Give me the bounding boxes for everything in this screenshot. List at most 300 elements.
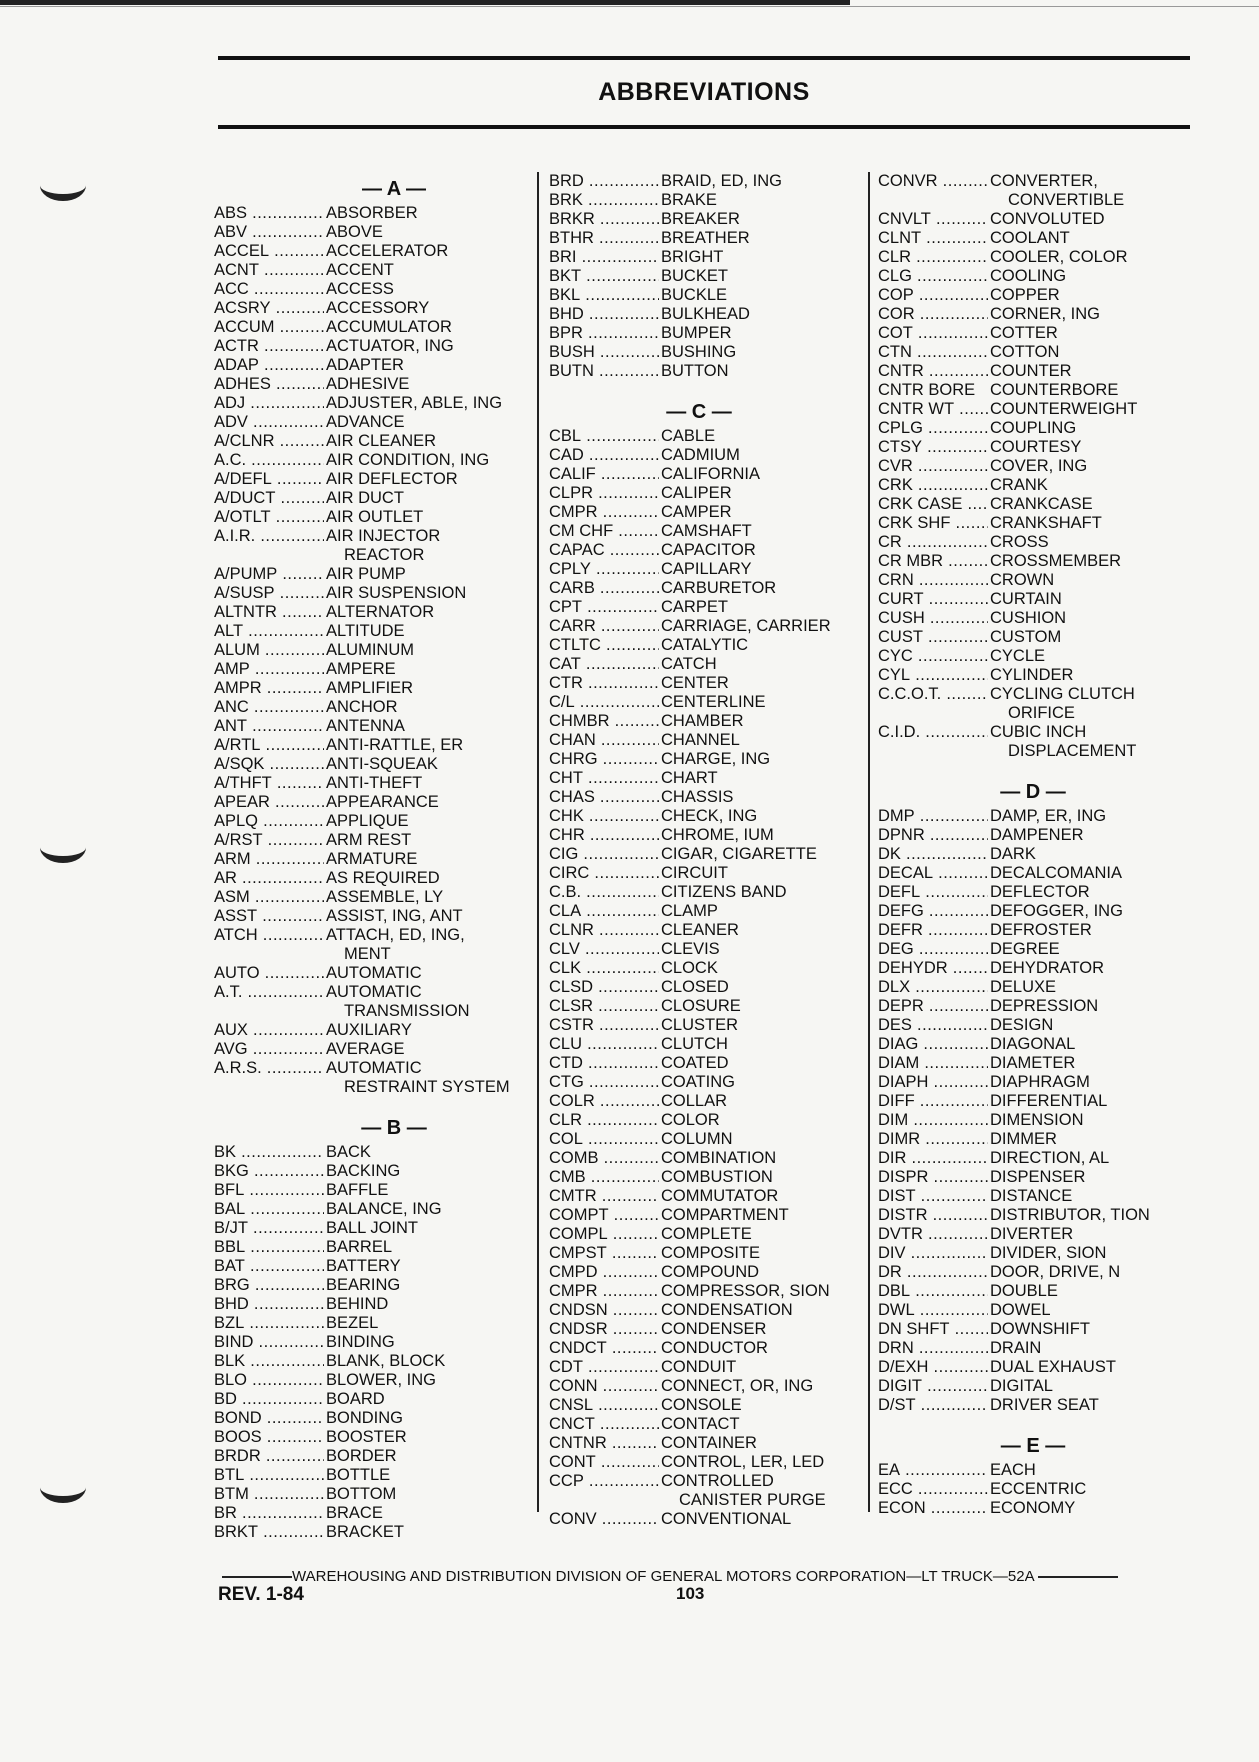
definition: ALUMINUM [326,641,415,659]
abbreviation-entry [878,172,1188,210]
abbreviation-entry [549,248,849,267]
abbreviation-entry [549,788,849,807]
abbreviation-entry [214,774,524,793]
abbreviation-entry [549,560,849,579]
abbreviation: CNCT ..... [549,1415,659,1434]
definition: BEHIND [326,1295,389,1313]
abbreviation-entry [549,978,849,997]
abbreviation-entry [214,1238,524,1257]
definition: CONTROL, LER, LED [661,1453,825,1471]
abbreviation: A.T. ..... [214,983,324,1002]
abbreviation-column-3 [878,172,1188,1518]
abbreviation: AUTO ..... [214,964,324,983]
abbreviation-entry [549,286,849,305]
definition: CYLINDER [990,666,1074,684]
definition: CONDENSER [661,1320,767,1338]
abbreviation-entry [549,541,849,560]
abbreviation-entry [214,1219,524,1238]
abbreviation-entry [549,1434,849,1453]
abbreviation: A.R.S. ..... [214,1059,324,1078]
definition: AUTOMATIC [326,983,422,1001]
abbreviation: A/RTL ..... [214,736,324,755]
abbreviation: DIMR ..... [878,1130,988,1149]
abbreviation: CBL ..... [549,427,659,446]
definition: DIMMER [990,1130,1057,1148]
abbreviation-entry [549,465,849,484]
definition: COMPRESSOR, SION [661,1282,830,1300]
definition: BLOWER, ING [326,1371,437,1389]
abbreviation: COLR ..... [549,1092,659,1111]
abbreviation: CYC ..... [878,647,988,666]
abbreviation: CURT ..... [878,590,988,609]
abbreviation: A.I.R. ..... [214,527,324,546]
definition: DISTRIBUTOR, TION [990,1206,1150,1224]
definition-continuation: MENT [344,945,391,963]
definition: BALL JOINT [326,1219,418,1237]
definition: BEZEL [326,1314,379,1332]
abbreviation-entry [549,427,849,446]
abbreviation-entry [878,609,1188,628]
definition: DUAL EXHAUST [990,1358,1116,1376]
abbreviation-entry [214,1021,524,1040]
definition: CONDUIT [661,1358,737,1376]
abbreviation: CVR ..... [878,457,988,476]
definition: DOOR, DRIVE, N [990,1263,1121,1281]
abbreviation-entry [549,845,849,864]
abbreviation-entry [549,1472,849,1510]
abbreviation: CHK ..... [549,807,659,826]
abbreviation-entry [878,1263,1188,1282]
definition: CHASSIS [661,788,734,806]
abbreviation-entry [214,1314,524,1333]
abbreviation: ALTNTR ..... [214,603,324,622]
abbreviation: APEAR ..... [214,793,324,812]
definition: CRANKCASE [990,495,1093,513]
definition: COTTON [990,343,1060,361]
abbreviation-entry [214,318,524,337]
abbreviation: CHRG ..... [549,750,659,769]
section-heading: — C — [666,401,732,423]
abbreviation: CMPR ..... [549,1282,659,1301]
abbreviation: ANC ..... [214,698,324,717]
abbreviation: BHD ..... [549,305,659,324]
definition: AVERAGE [326,1040,405,1058]
abbreviation: DIR ..... [878,1149,988,1168]
definition: CENTER [661,674,729,692]
abbreviation: DMP ..... [878,807,988,826]
abbreviation: CR ..... [878,533,988,552]
definition: ABSORBER [326,204,418,222]
abbreviation-entry [214,584,524,603]
abbreviation: BPR ..... [549,324,659,343]
definition: ACCELERATOR [326,242,449,260]
definition: CHANNEL [661,731,740,749]
abbreviation: AMP ..... [214,660,324,679]
abbreviation: A/PUMP ..... [214,565,324,584]
footer-division-line [222,1568,1188,1585]
abbreviation-entry [214,1059,524,1097]
abbreviation-entry [878,457,1188,476]
abbreviation: DES ..... [878,1016,988,1035]
abbreviation-entry [878,723,1188,761]
definition-continuation: ORIFICE [1008,704,1075,722]
abbreviation-entry [214,1040,524,1059]
abbreviation-entry [878,514,1188,533]
abbreviation: CARR ..... [549,617,659,636]
abbreviation: DIAG ..... [878,1035,988,1054]
abbreviation-entry [214,850,524,869]
abbreviation-entry [214,242,524,261]
abbreviation: CDT ..... [549,1358,659,1377]
abbreviation-entry [214,508,524,527]
abbreviation: DVTR ..... [878,1225,988,1244]
abbreviation: BRI ..... [549,248,659,267]
definition: CORNER, ING [990,305,1101,323]
abbreviation: ATCH ..... [214,926,324,945]
definition: COOLER, COLOR [990,248,1128,266]
abbreviation: BZL ..... [214,1314,324,1333]
abbreviation: CSTR ..... [549,1016,659,1035]
abbreviation: A/DEFL ..... [214,470,324,489]
definition: CABLE [661,427,716,445]
abbreviation: CMPR ..... [549,503,659,522]
abbreviation-entry [878,400,1188,419]
abbreviation: CONVR ..... [878,172,988,191]
abbreviation: CLR ..... [878,248,988,267]
abbreviation-entry [214,983,524,1021]
abbreviation: COP ..... [878,286,988,305]
abbreviation: BKL ..... [549,286,659,305]
abbreviation: ECC ..... [878,1480,988,1499]
abbreviation: DISPR ..... [878,1168,988,1187]
definition: AIR SUSPENSION [326,584,467,602]
definition: AIR DUCT [326,489,404,507]
abbreviation: BRG ..... [214,1276,324,1295]
abbreviation-entry [549,1054,849,1073]
abbreviation-entry [878,590,1188,609]
definition: COPPER [990,286,1060,304]
definition: AS REQUIRED [326,869,440,887]
abbreviation-entry [549,343,849,362]
definition: ADHESIVE [326,375,410,393]
abbreviation: DEFL ..... [878,883,988,902]
abbreviation: DIFF ..... [878,1092,988,1111]
abbreviation-entry [214,204,524,223]
abbreviation-entry [549,1016,849,1035]
abbreviation-entry [878,807,1188,826]
abbreviation-entry [214,280,524,299]
definition: COUNTERWEIGHT [990,400,1138,418]
abbreviation-entry [214,565,524,584]
abbreviation: CTLTC ..... [549,636,659,655]
definition: ATTACH, ED, ING, [326,926,465,944]
abbreviation-entry [549,1111,849,1130]
abbreviation-entry [878,902,1188,921]
abbreviation-entry [878,883,1188,902]
definition: ARMATURE [326,850,418,868]
abbreviation-entry [549,1377,849,1396]
definition: DISPENSER [990,1168,1086,1186]
abbreviation: BTL ..... [214,1466,324,1485]
abbreviation: BUSH ..... [549,343,659,362]
abbreviation: D/ST ..... [878,1396,988,1415]
abbreviation-entry [878,1016,1188,1035]
definition: CYCLING CLUTCH [990,685,1135,703]
abbreviation: DEFG ..... [878,902,988,921]
abbreviation: BBL ..... [214,1238,324,1257]
definition: COUPLING [990,419,1077,437]
abbreviation-entry [878,647,1188,666]
abbreviation-entry [878,1480,1188,1499]
abbreviation: CLA ..... [549,902,659,921]
abbreviation-entry [878,959,1188,978]
abbreviation-entry [214,356,524,375]
definition: COOLING [990,267,1067,285]
definition: BUCKET [661,267,728,285]
definition: CIRCUIT [661,864,728,882]
definition-continuation: CONVERTIBLE [1008,191,1125,209]
definition: ACTUATOR, ING [326,337,454,355]
definition: AUXILIARY [326,1021,412,1039]
abbreviation: DIAM ..... [878,1054,988,1073]
abbreviation: CRK CASE ..... [878,495,988,514]
definition: DIMENSION [990,1111,1084,1129]
footer-dash-left [222,1576,292,1578]
abbreviation: CRK SHF ..... [878,514,988,533]
abbreviation-entry [214,337,524,356]
definition: BAFFLE [326,1181,389,1199]
abbreviation-entry [214,470,524,489]
revision-label: REV. 1-84 [218,1584,304,1605]
abbreviation: DRN ..... [878,1339,988,1358]
abbreviation: CIG ..... [549,845,659,864]
abbreviation-entry [549,191,849,210]
abbreviation-entry [549,1149,849,1168]
abbreviation: AMPR ..... [214,679,324,698]
abbreviation-entry [878,1499,1188,1518]
abbreviation-entry [878,978,1188,997]
definition: DEPRESSION [990,997,1099,1015]
abbreviation-entry [549,1225,849,1244]
definition: CONTAINER [661,1434,757,1452]
abbreviation: DECAL ..... [878,864,988,883]
abbreviation: A/DUCT ..... [214,489,324,508]
abbreviation-entry [549,267,849,286]
abbreviation-entry [878,1339,1188,1358]
abbreviation: AUX ..... [214,1021,324,1040]
abbreviation: CNDCT ..... [549,1339,659,1358]
abbreviation-entry [878,1301,1188,1320]
definition: DOUBLE [990,1282,1058,1300]
abbreviation-entry [549,172,849,191]
abbreviation: COT ..... [878,324,988,343]
abbreviation: BRDR ..... [214,1447,324,1466]
definition: ASSEMBLE, LY [326,888,444,906]
abbreviation-entry [549,1339,849,1358]
definition: CONDENSATION [661,1301,793,1319]
definition: CAMPER [661,503,732,521]
abbreviation: A/SUSP ..... [214,584,324,603]
definition: BOTTOM [326,1485,397,1503]
abbreviation-entry [549,769,849,788]
definition: BOOSTER [326,1428,407,1446]
definition: DAMP, ER, ING [990,807,1107,825]
definition-continuation: RESTRAINT SYSTEM [344,1078,510,1096]
abbreviation: ARM ..... [214,850,324,869]
abbreviation: COMPL ..... [549,1225,659,1244]
definition: DESIGN [990,1016,1054,1034]
definition: COUNTERBORE [990,381,1119,399]
header-rule-top [218,56,1190,60]
abbreviation-entry [549,1358,849,1377]
definition: ANCHOR [326,698,398,716]
definition: CUSHION [990,609,1067,627]
definition: DRAIN [990,1339,1042,1357]
abbreviation: CCP ..... [549,1472,659,1491]
definition: CLAMP [661,902,718,920]
abbreviation: CUSH ..... [878,609,988,628]
definition: DEGREE [990,940,1060,958]
abbreviation: B/JT ..... [214,1219,324,1238]
definition-continuation: TRANSMISSION [344,1002,470,1020]
definition: COOLANT [990,229,1070,247]
definition: CATCH [661,655,717,673]
definition: AIR PUMP [326,565,406,583]
definition: CIGAR, CIGARETTE [661,845,817,863]
abbreviation: AVG ..... [214,1040,324,1059]
section-heading: — B — [361,1117,427,1139]
abbreviation-entry [878,940,1188,959]
definition-continuation: DISPLACEMENT [1008,742,1137,760]
abbreviation-entry [214,1162,524,1181]
abbreviation-entry [878,362,1188,381]
abbreviation: BOOS ..... [214,1428,324,1447]
abbreviation-entry [878,210,1188,229]
definition: ECONOMY [990,1499,1076,1517]
abbreviation-entry [878,248,1188,267]
definition: DEFLECTOR [990,883,1090,901]
abbreviation: CLU ..... [549,1035,659,1054]
abbreviation-entry [549,826,849,845]
definition: COMPOUND [661,1263,760,1281]
abbreviation-entry [549,1130,849,1149]
abbreviation: CUST ..... [878,628,988,647]
abbreviation-entry [214,641,524,660]
abbreviation: ALUM ..... [214,641,324,660]
abbreviation: A/THFT ..... [214,774,324,793]
abbreviation-entry [878,267,1188,286]
definition: CITIZENS BAND [661,883,787,901]
abbreviation: ADJ ..... [214,394,324,413]
abbreviation-entry [214,812,524,831]
definition: CLEANER [661,921,739,939]
definition: COLUMN [661,1130,733,1148]
abbreviation: CAT ..... [549,655,659,674]
abbreviation-entry [214,1390,524,1409]
abbreviation-entry [878,864,1188,883]
abbreviation: BRKT ..... [214,1523,324,1542]
abbreviation-entry [214,679,524,698]
abbreviation: COR ..... [878,305,988,324]
definition: CONVOLUTED [990,210,1105,228]
abbreviation-entry [878,343,1188,362]
definition: ACCENT [326,261,394,279]
abbreviation: CLSR ..... [549,997,659,1016]
abbreviation: CHMBR ..... [549,712,659,731]
abbreviation: DK ..... [878,845,988,864]
definition: ANTI-SQUEAK [326,755,438,773]
section-heading: — A — [361,178,427,200]
abbreviation-entry [549,305,849,324]
abbreviation-entry [878,845,1188,864]
definition: BLANK, BLOCK [326,1352,446,1370]
definition: BEARING [326,1276,401,1294]
definition: COLLAR [661,1092,728,1110]
abbreviation: ABV ..... [214,223,324,242]
abbreviation-entry [214,1143,524,1162]
abbreviation: CLNT ..... [878,229,988,248]
abbreviation-entry [549,1453,849,1472]
abbreviation: ACCUM ..... [214,318,324,337]
abbreviation-entry [214,1409,524,1428]
definition: DARK [990,845,1036,863]
abbreviation-entry [878,1244,1188,1263]
abbreviation-entry [549,503,849,522]
abbreviation-entry [549,362,849,381]
definition: CONSOLE [661,1396,742,1414]
abbreviation: A/SQK ..... [214,755,324,774]
definition: BRAKE [661,191,717,209]
abbreviation-entry [214,831,524,850]
abbreviation-entry [878,628,1188,647]
abbreviation-entry [878,1206,1188,1225]
definition: COMBINATION [661,1149,777,1167]
abbreviation-entry [549,1206,849,1225]
definition: CLEVIS [661,940,720,958]
abbreviation: ABS ..... [214,204,324,223]
definition: AMPLIFIER [326,679,414,697]
definition: CHROME, IUM [661,826,774,844]
abbreviation: BHD ..... [214,1295,324,1314]
definition: COMPOSITE [661,1244,761,1262]
definition: CARRIAGE, CARRIER [661,617,831,635]
abbreviation-entry [878,666,1188,685]
abbreviation: BAT ..... [214,1257,324,1276]
abbreviation: CALIF ..... [549,465,659,484]
abbreviation-entry [549,324,849,343]
definition: ANTI-RATTLE, ER [326,736,464,754]
section-heading: — E — [1000,1435,1066,1457]
definition: DEFROSTER [990,921,1092,939]
definition: ARM REST [326,831,412,849]
abbreviation: CLPR ..... [549,484,659,503]
definition: CALIPER [661,484,732,502]
abbreviation-entry [549,731,849,750]
abbreviation-entry [214,1181,524,1200]
definition: AMPERE [326,660,396,678]
definition: COURTESY [990,438,1082,456]
definition: BREATHER [661,229,750,247]
abbreviation: CARB ..... [549,579,659,598]
definition: CLOSURE [661,997,741,1015]
abbreviation-entry [214,1352,524,1371]
page-title: ABBREVIATIONS [598,78,810,106]
abbreviation: C/L ..... [549,693,659,712]
definition: CONNECT, OR, ING [661,1377,814,1395]
definition: BARREL [326,1238,393,1256]
abbreviation-entry [549,1073,849,1092]
definition: DIRECTION, AL [990,1149,1110,1167]
